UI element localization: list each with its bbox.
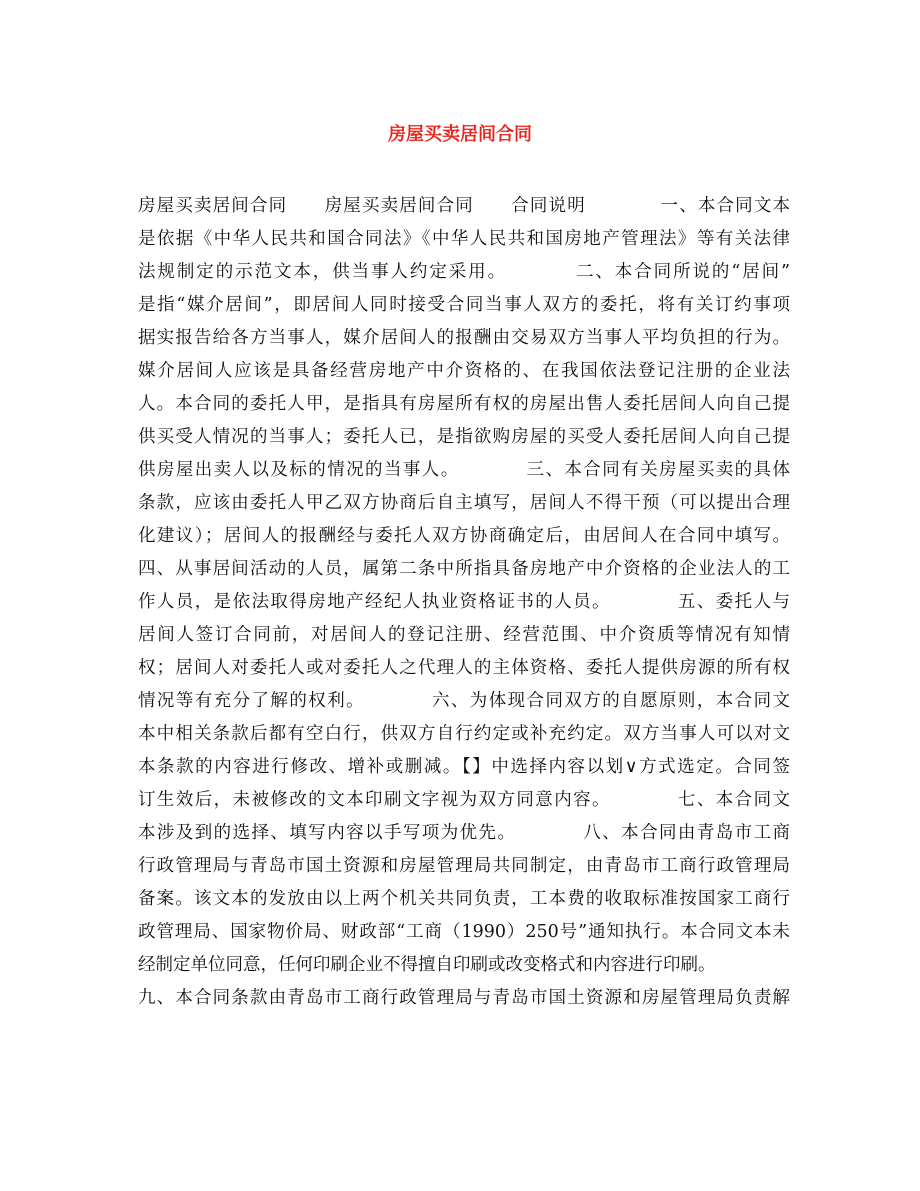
document-title: 房屋买卖居间合同 [388,124,532,145]
body-line: 备案。该文本的发放由以上两个机关共同负责，工本费的收取标准按国家工商行 [138,889,790,909]
body-line: 供房屋出卖人以及标的情况的当事人。 三、本合同有关房屋买卖的具体 [138,460,790,480]
body-line: 本中相关条款后都有空白行，供双方自行约定或补充约定。双方当事人可以对文 [138,724,790,744]
body-line: 媒介居间人应该是具备经营房地产中介资格的、在我国依法登记注册的企业法 [138,361,790,381]
body-line: 人。本合同的委托人甲，是指具有房屋所有权的房屋出售人委托居间人向自己提 [138,394,790,414]
body-line: 四、从事居间活动的人员，属第二条中所指具备房地产中介资格的企业法人的工 [138,559,790,579]
body-line: 经制定单位同意，任何印刷企业不得擅自印刷或改变格式和内容进行印刷。 [138,955,716,975]
body-line: 本涉及到的选择、填写内容以手写项为优先。 八、本合同由青岛市工商 [138,823,790,843]
body-line: 法规制定的示范文本，供当事人约定采用。 二、本合同所说的“居间” [138,262,790,282]
body-line: 政管理局、国家物价局、财政部“工商（1990）250号”通知执行。本合同文本未 [138,922,790,942]
body-line: 房屋买卖居间合同 房屋买卖居间合同 合同说明 一、本合同文本 [138,196,790,216]
body-line: 是依据《中华人民共和国合同法》《中华人民共和国房地产管理法》等有关法律 [138,229,790,249]
body-line: 化建议）；居间人的报酬经与委托人双方协商确定后，由居间人在合同中填写。 [138,526,790,546]
body-line: 订生效后，未被修改的文本印刷文字视为双方同意内容。 七、本合同文 [138,790,790,810]
body-line: 据实报告给各方当事人，媒介居间人的报酬由交易双方当事人平均负担的行为。 [138,328,790,348]
body-line: 本条款的内容进行修改、增补或删减。【】中选择内容以划∨方式选定。合同签 [138,757,790,777]
document-body [138,190,790,1015]
body-line: 是指“媒介居间”，即居间人同时接受合同当事人双方的委托，将有关订约事项 [138,295,790,315]
body-line: 条款，应该由委托人甲乙双方协商后自主填写，居间人不得干预（可以提出合理 [138,493,790,513]
body-line: 情况等有充分了解的权利。 六、为体现合同双方的自愿原则，本合同文 [138,691,790,711]
body-line: 行政管理局与青岛市国土资源和房屋管理局共同制定，由青岛市工商行政管理局 [138,856,790,876]
body-line: 作人员，是依法取得房地产经纪人执业资格证书的人员。 五、委托人与 [138,592,790,612]
body-line: 权；居间人对委托人或对委托人之代理人的主体资格、委托人提供房源的所有权 [138,658,790,678]
body-line: 九、本合同条款由青岛市工商行政管理局与青岛市国土资源和房屋管理局负责解 [138,988,790,1008]
body-line: 居间人签订合同前，对居间人的登记注册、经营范围、中介资质等情况有知情 [138,625,790,645]
body-line: 供买受人情况的当事人；委托人已，是指欲购房屋的买受人委托居间人向自己提 [138,427,790,447]
